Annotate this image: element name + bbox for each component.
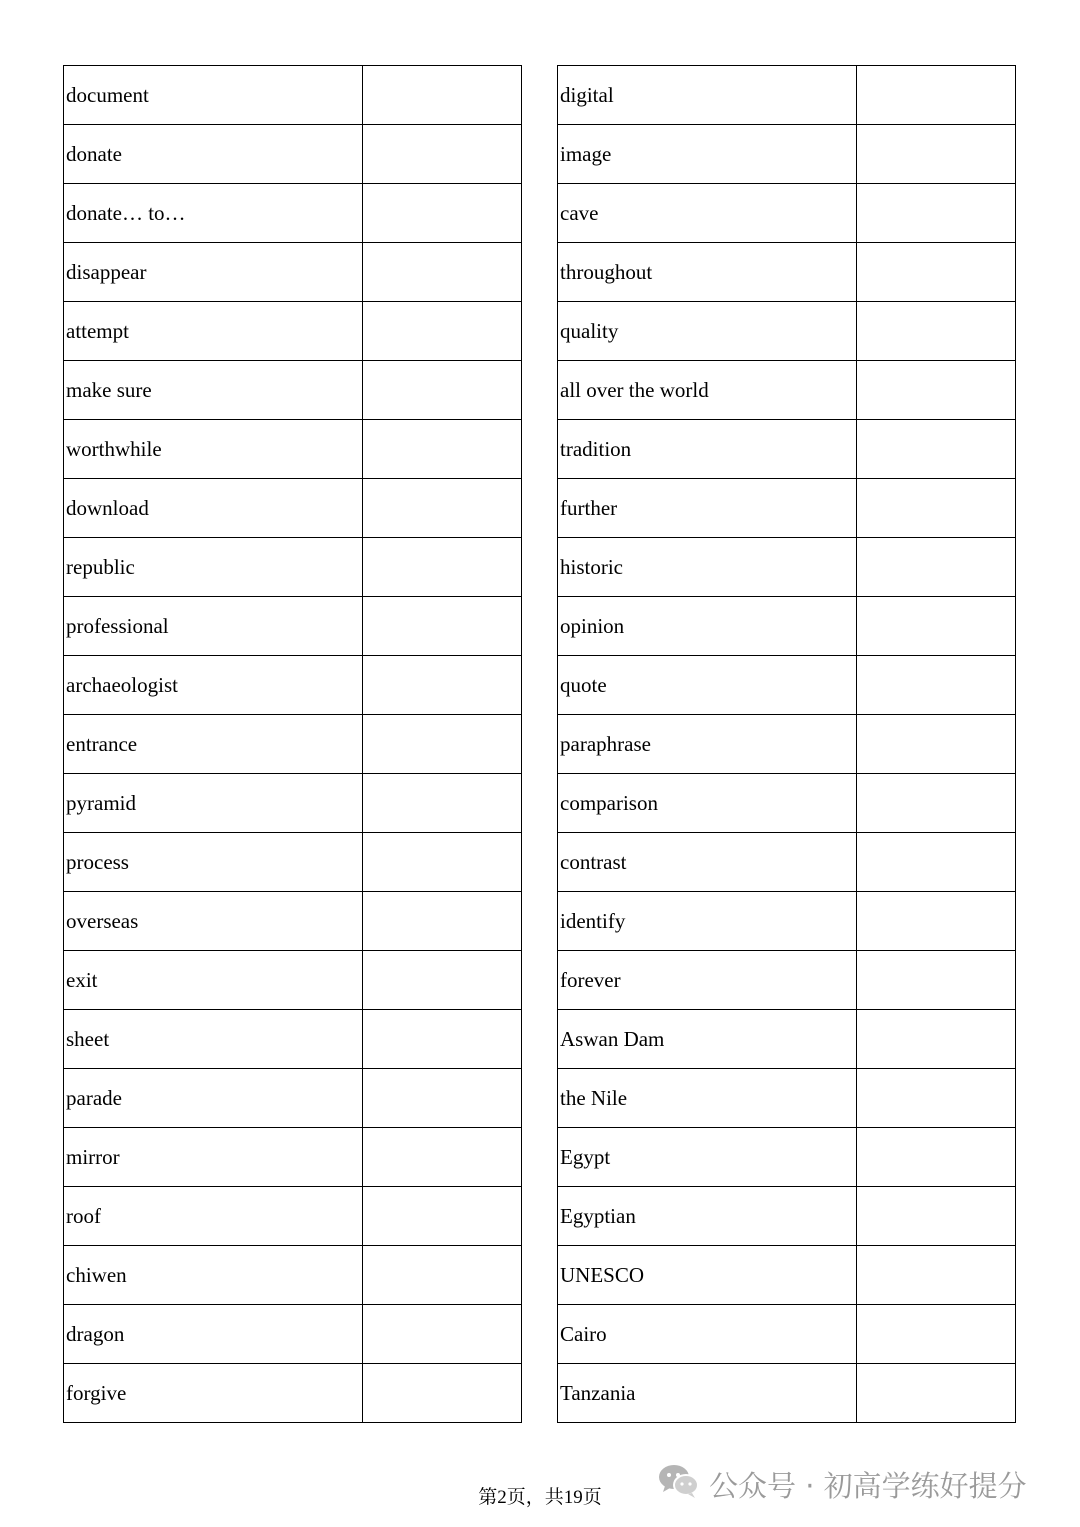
- answer-cell[interactable]: [857, 715, 1016, 774]
- table-row: [64, 1010, 522, 1069]
- answer-cell[interactable]: [857, 1364, 1016, 1423]
- table-row: [558, 1246, 1016, 1305]
- answer-cell[interactable]: [857, 361, 1016, 420]
- answer-cell[interactable]: [363, 184, 522, 243]
- vocab-word: contrast: [558, 833, 857, 892]
- table-row: [558, 715, 1016, 774]
- page-number: 第2页，共19页: [478, 1487, 602, 1508]
- table-row: [64, 1246, 522, 1305]
- answer-cell[interactable]: [363, 361, 522, 420]
- table-row: [558, 892, 1016, 951]
- table-row: [64, 951, 522, 1010]
- vocab-word: sheet: [64, 1010, 363, 1069]
- answer-cell[interactable]: [363, 125, 522, 184]
- vocab-word: pyramid: [64, 774, 363, 833]
- answer-cell[interactable]: [857, 1246, 1016, 1305]
- answer-cell[interactable]: [363, 1069, 522, 1128]
- answer-cell[interactable]: [857, 597, 1016, 656]
- vocab-word: attempt: [64, 302, 363, 361]
- vocab-word: worthwhile: [64, 420, 363, 479]
- answer-cell[interactable]: [857, 1010, 1016, 1069]
- answer-cell[interactable]: [857, 184, 1016, 243]
- table-row: [64, 1128, 522, 1187]
- vocab-word: mirror: [64, 1128, 363, 1187]
- vocab-word: entrance: [64, 715, 363, 774]
- answer-cell[interactable]: [363, 1187, 522, 1246]
- vocab-word: forever: [558, 951, 857, 1010]
- answer-cell[interactable]: [363, 1305, 522, 1364]
- vocab-word: cave: [558, 184, 857, 243]
- table-row: [558, 1364, 1016, 1423]
- answer-cell[interactable]: [363, 538, 522, 597]
- table-row: [64, 774, 522, 833]
- answer-cell[interactable]: [857, 1187, 1016, 1246]
- vocab-word: download: [64, 479, 363, 538]
- table-row: [64, 479, 522, 538]
- table-row: [64, 715, 522, 774]
- answer-cell[interactable]: [363, 951, 522, 1010]
- table-row: [558, 66, 1016, 125]
- vocab-word: process: [64, 833, 363, 892]
- vocab-word: tradition: [558, 420, 857, 479]
- answer-cell[interactable]: [857, 125, 1016, 184]
- answer-cell[interactable]: [363, 243, 522, 302]
- answer-cell[interactable]: [363, 479, 522, 538]
- table-row: [558, 656, 1016, 715]
- vocab-word: disappear: [64, 243, 363, 302]
- vocab-word: quote: [558, 656, 857, 715]
- table-row: [64, 892, 522, 951]
- table-row: [64, 1364, 522, 1423]
- answer-cell[interactable]: [363, 892, 522, 951]
- vocab-word: roof: [64, 1187, 363, 1246]
- table-row: [558, 302, 1016, 361]
- answer-cell[interactable]: [363, 1010, 522, 1069]
- vocab-word: Egyptian: [558, 1187, 857, 1246]
- vocab-word: professional: [64, 597, 363, 656]
- answer-cell[interactable]: [857, 1069, 1016, 1128]
- wechat-icon: [657, 1463, 709, 1506]
- vocab-word: donate… to…: [64, 184, 363, 243]
- table-row: [64, 1305, 522, 1364]
- table-row: [558, 479, 1016, 538]
- vocab-word: republic: [64, 538, 363, 597]
- table-row: [558, 1187, 1016, 1246]
- vocab-word: Egypt: [558, 1128, 857, 1187]
- answer-cell[interactable]: [857, 656, 1016, 715]
- answer-cell[interactable]: [857, 892, 1016, 951]
- table-row: [558, 538, 1016, 597]
- vocab-word: archaeologist: [64, 656, 363, 715]
- answer-cell[interactable]: [857, 1305, 1016, 1364]
- vocab-word: comparison: [558, 774, 857, 833]
- vocab-word: throughout: [558, 243, 857, 302]
- answer-cell[interactable]: [363, 302, 522, 361]
- vocab-word: parade: [64, 1069, 363, 1128]
- table-row: [64, 833, 522, 892]
- watermark-text: 公众号 · 初高学练好提分: [709, 1468, 1027, 1503]
- table-row: [558, 1305, 1016, 1364]
- vocab-word: exit: [64, 951, 363, 1010]
- table-row: [558, 1128, 1016, 1187]
- vocab-word: further: [558, 479, 857, 538]
- table-row: [558, 184, 1016, 243]
- answer-cell[interactable]: [363, 1364, 522, 1423]
- answer-cell[interactable]: [857, 243, 1016, 302]
- answer-cell[interactable]: [857, 833, 1016, 892]
- table-row: [558, 597, 1016, 656]
- table-row: [558, 361, 1016, 420]
- answer-cell[interactable]: [857, 1128, 1016, 1187]
- watermark: [657, 1462, 1027, 1506]
- vocab-word: quality: [558, 302, 857, 361]
- answer-cell[interactable]: [363, 774, 522, 833]
- vocab-table-right: [557, 65, 1016, 1423]
- table-row: [558, 774, 1016, 833]
- table-row: [64, 361, 522, 420]
- vocab-word: all over the world: [558, 361, 857, 420]
- table-row: [558, 125, 1016, 184]
- table-row: [558, 1010, 1016, 1069]
- vocab-word: digital: [558, 66, 857, 125]
- answer-cell[interactable]: [363, 1246, 522, 1305]
- answer-cell[interactable]: [857, 66, 1016, 125]
- table-row: [64, 597, 522, 656]
- table-row: [558, 951, 1016, 1010]
- vocab-word: donate: [64, 125, 363, 184]
- answer-cell[interactable]: [857, 951, 1016, 1010]
- table-row: [64, 243, 522, 302]
- answer-cell[interactable]: [363, 597, 522, 656]
- table-row: [558, 1069, 1016, 1128]
- vocab-word: opinion: [558, 597, 857, 656]
- vocab-word: document: [64, 66, 363, 125]
- answer-cell[interactable]: [363, 1128, 522, 1187]
- table-row: [558, 420, 1016, 479]
- vocab-table-left: [63, 65, 522, 1423]
- table-row: [64, 66, 522, 125]
- table-row: [64, 184, 522, 243]
- table-row: [64, 1187, 522, 1246]
- answer-cell[interactable]: [363, 420, 522, 479]
- table-row: [558, 833, 1016, 892]
- answer-cell[interactable]: [363, 833, 522, 892]
- table-row: [64, 538, 522, 597]
- vocab-word: paraphrase: [558, 715, 857, 774]
- answer-cell[interactable]: [857, 538, 1016, 597]
- vocab-word: identify: [558, 892, 857, 951]
- table-row: [64, 125, 522, 184]
- table-row: [64, 302, 522, 361]
- vocab-word: historic: [558, 538, 857, 597]
- vocab-word: the Nile: [558, 1069, 857, 1128]
- vocab-word: chiwen: [64, 1246, 363, 1305]
- answer-cell[interactable]: [363, 715, 522, 774]
- table-row: [64, 1069, 522, 1128]
- answer-cell[interactable]: [857, 774, 1016, 833]
- vocab-word: Cairo: [558, 1305, 857, 1364]
- table-row: [558, 243, 1016, 302]
- vocab-word: make sure: [64, 361, 363, 420]
- vocab-word: overseas: [64, 892, 363, 951]
- vocab-word: UNESCO: [558, 1246, 857, 1305]
- answer-cell[interactable]: [857, 302, 1016, 361]
- vocab-word: image: [558, 125, 857, 184]
- vocab-word: Aswan Dam: [558, 1010, 857, 1069]
- answer-cell[interactable]: [363, 66, 522, 125]
- table-row: [64, 420, 522, 479]
- vocab-word: dragon: [64, 1305, 363, 1364]
- table-row: [64, 656, 522, 715]
- vocab-word: forgive: [64, 1364, 363, 1423]
- answer-cell[interactable]: [857, 479, 1016, 538]
- answer-cell[interactable]: [857, 420, 1016, 479]
- answer-cell[interactable]: [363, 656, 522, 715]
- vocab-word: Tanzania: [558, 1364, 857, 1423]
